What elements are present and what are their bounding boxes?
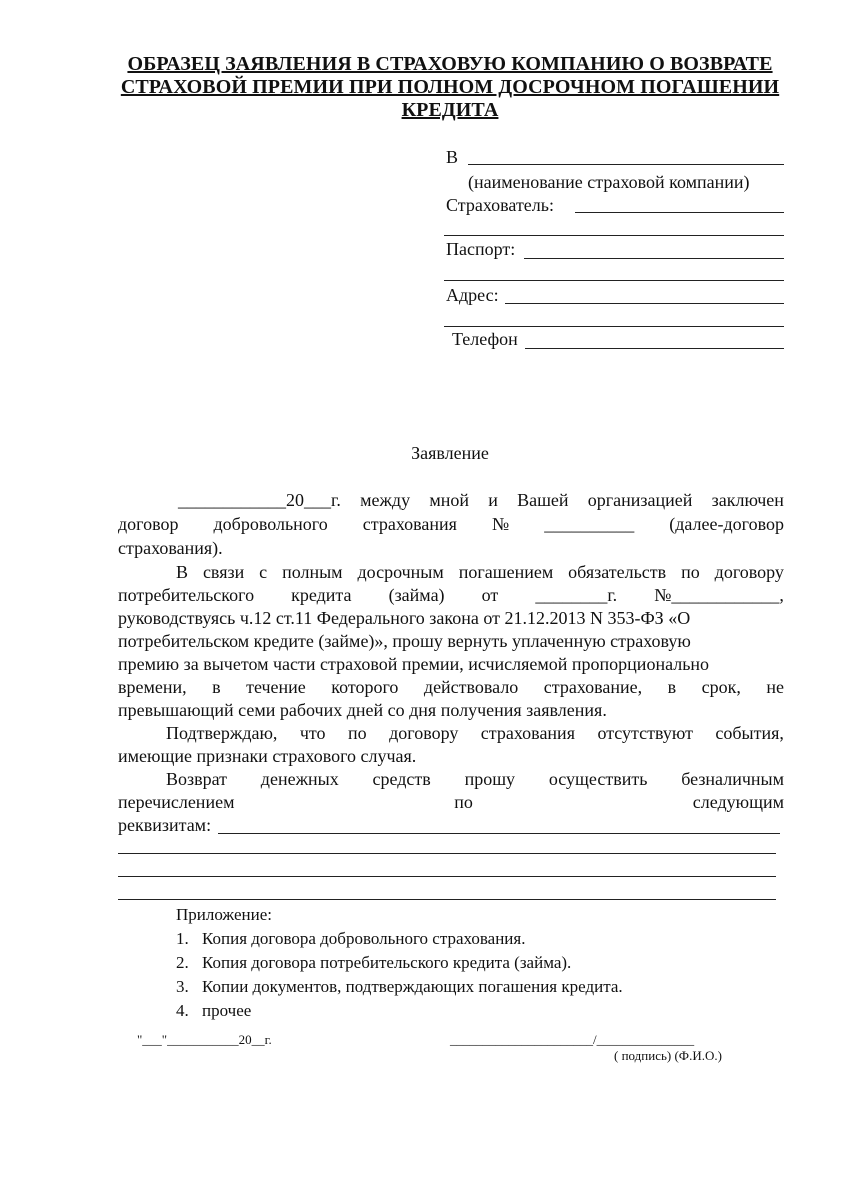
p2-line-5: премию за вычетом части страховой премии, исчисляемой пропорционально [118, 654, 710, 674]
appendix-list [176, 903, 623, 1023]
list-item-number: 2. [176, 953, 189, 972]
p2-line-7: превышающий семи рабочих дней со дня получения заявления. [118, 700, 607, 720]
word: потребительского [118, 585, 255, 605]
list-item-number: 1. [176, 929, 189, 948]
word: организацией [587, 490, 693, 510]
word: (займа) [388, 585, 445, 605]
p1-date-blank: ____________ [178, 490, 286, 510]
p1-year: 20___г. [286, 490, 341, 510]
word: перечислением [118, 792, 235, 812]
insured-line [575, 212, 784, 213]
word: не [766, 677, 784, 697]
p2-line-3: руководствуясь ч.12 ст.11 Федерального закона от 21.12.2013 N 353-ФЗ «О [118, 608, 691, 628]
p2-line-1 [176, 561, 784, 583]
title-line-2: СТРАХОВОЙ ПРЕМИИ ПРИ ПОЛНОМ ДОСРОЧНОМ ПОГАШЕНИИ [120, 76, 780, 98]
p2-line-2 [118, 584, 784, 606]
word: события, [715, 723, 784, 743]
word: действовало [423, 677, 519, 697]
p1-line-2 [118, 513, 784, 535]
word: № [491, 514, 510, 534]
word: срок, [701, 677, 741, 697]
word: по [681, 562, 700, 582]
word: досрочным [357, 562, 444, 582]
insured-line-2 [444, 235, 784, 236]
address-line [505, 303, 784, 304]
p3-line-2: имеющие признаки страхового случая. [118, 746, 417, 766]
requisites-label: реквизитам: [118, 815, 212, 835]
word: страхования [362, 514, 457, 534]
list-item [176, 999, 623, 1023]
word: договору [714, 562, 784, 582]
word: добровольного [213, 514, 328, 534]
word: погашением [458, 562, 554, 582]
word: в [212, 677, 221, 697]
loan-number-blank: №____________, [654, 585, 784, 605]
word: кредита [291, 585, 352, 605]
title-line-1: ОБРАЗЕЦ ЗАЯВЛЕНИЯ В СТРАХОВУЮ КОМПАНИЮ О ВОЗВРАТЕ [127, 53, 773, 75]
word: следующим [692, 792, 784, 812]
word: по [454, 792, 473, 812]
p4-line-2 [118, 791, 784, 813]
p2-line-6 [118, 676, 784, 698]
word: прошу [464, 769, 516, 789]
word: между [360, 490, 411, 510]
requisites-line-3 [118, 876, 776, 877]
list-item-text: Копии документов, подтверждающих погашения кредита. [202, 977, 623, 996]
list-item [176, 927, 623, 951]
word: течение [246, 677, 306, 697]
p1-line-3: страхования). [118, 538, 223, 558]
phone-label: Телефон [452, 329, 518, 349]
word: Вашей [517, 490, 569, 510]
word: Возврат [166, 769, 228, 789]
word: договору [389, 723, 459, 743]
document-title [100, 53, 800, 122]
p1-line-1 [178, 489, 784, 511]
word: Подтверждаю, [166, 723, 278, 743]
word: договор [118, 514, 179, 534]
word: осуществить [548, 769, 648, 789]
list-item-text: Копия договора потребительского кредита (займа). [202, 953, 572, 972]
word: связи [202, 562, 245, 582]
insured-label: Страхователь: [446, 195, 554, 215]
word: обязательств [568, 562, 667, 582]
word: полным [282, 562, 343, 582]
passport-line [524, 258, 784, 259]
requisites-line-1 [218, 833, 780, 834]
list-item-number: 3. [176, 977, 189, 996]
list-item-number: 4. [176, 1001, 189, 1020]
signature-caption: ( подпись) (Ф.И.О.) [614, 1048, 722, 1063]
phone-line [525, 348, 784, 349]
company-caption: (наименование страховой компании) [468, 172, 750, 192]
word: (далее-договор [669, 514, 784, 534]
word: в [667, 677, 677, 697]
word: мной [429, 490, 469, 510]
contract-number-blank: __________ [544, 514, 635, 534]
requisites-line-2 [118, 853, 776, 854]
statement-heading: Заявление [411, 443, 489, 463]
requisites-line-4 [118, 899, 776, 900]
to-label: В [446, 147, 459, 167]
date-field: "___"___________20__г. [137, 1032, 272, 1047]
loan-date-blank: ________г. [535, 585, 618, 605]
word: и [488, 490, 498, 510]
word: времени, [118, 677, 187, 697]
p4-line-1 [166, 768, 784, 790]
word: В [176, 562, 189, 582]
word: безналичным [681, 769, 784, 789]
list-item [176, 951, 623, 975]
address-label: Адрес: [446, 285, 499, 305]
address-line-2 [444, 326, 784, 327]
passport-line-2 [444, 280, 784, 281]
p2-line-4: потребительском кредите (займе)», прошу вернуть уплаченную страховую [118, 631, 691, 651]
word: что [299, 723, 326, 743]
word: по [348, 723, 367, 743]
list-item [176, 975, 623, 999]
passport-label: Паспорт: [446, 239, 516, 259]
word: отсутствуют [597, 723, 693, 743]
word: страхование, [543, 677, 643, 697]
word: заключен [711, 490, 784, 510]
word: средств [372, 769, 431, 789]
list-item-text: прочее [202, 1001, 252, 1020]
word: денежных [260, 769, 339, 789]
signature-line: ______________________/_______________ [450, 1032, 695, 1047]
appendix-title: Приложение: [176, 905, 272, 924]
word: с [259, 562, 268, 582]
list-item-text: Копия договора добровольного страхования. [202, 929, 526, 948]
word: от [481, 585, 499, 605]
word: страхования [480, 723, 575, 743]
title-line-3: КРЕДИТА [401, 99, 499, 121]
company-name-line [468, 164, 784, 165]
p3-line-1 [166, 722, 784, 744]
word: которого [331, 677, 399, 697]
